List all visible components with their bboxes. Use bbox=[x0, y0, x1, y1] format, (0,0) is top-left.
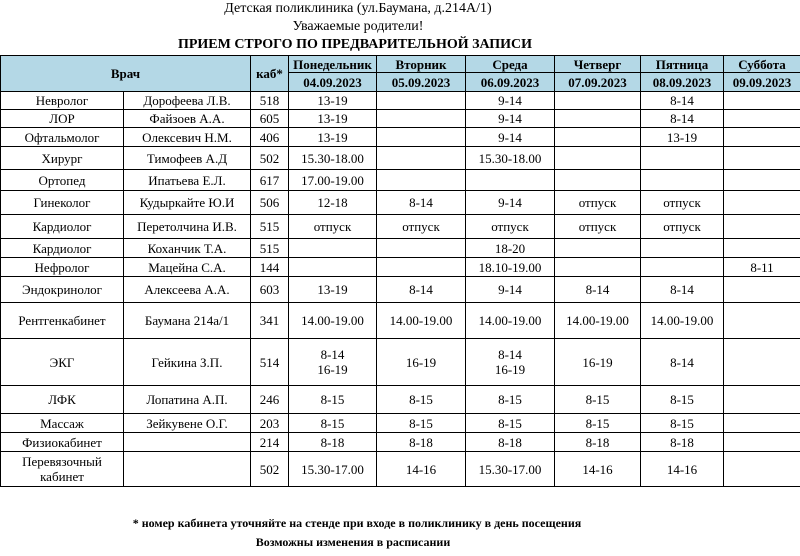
hours-cell-tue bbox=[377, 128, 466, 147]
date-header-mon: 04.09.2023 bbox=[289, 73, 377, 92]
hours-cell-tue: 14.00-19.00 bbox=[377, 303, 466, 339]
doctor-cell: Лопатина А.П. bbox=[124, 386, 251, 414]
room-cell: 514 bbox=[251, 339, 289, 386]
hours-cell-mon: 8-15 bbox=[289, 414, 377, 433]
table-row bbox=[1, 191, 800, 215]
table-row bbox=[1, 92, 800, 110]
table-row bbox=[1, 433, 800, 452]
doctor-cell: Олексевич Н.М. bbox=[124, 128, 251, 147]
table-row bbox=[1, 258, 800, 277]
hours-cell-sat bbox=[724, 92, 800, 110]
doctor-cell bbox=[124, 433, 251, 452]
table-row bbox=[1, 147, 800, 170]
hours-cell-fri bbox=[641, 258, 724, 277]
room-cell: 341 bbox=[251, 303, 289, 339]
hours-cell-wed: 15.30-18.00 bbox=[466, 147, 555, 170]
specialty-cell: Ортопед bbox=[1, 170, 124, 191]
hours-cell-sat bbox=[724, 147, 800, 170]
hours-cell-fri: 8-15 bbox=[641, 414, 724, 433]
room-cell: 603 bbox=[251, 277, 289, 303]
hours-cell-thu: 14-16 bbox=[555, 452, 641, 487]
hours-cell-sat bbox=[724, 277, 800, 303]
room-footnote: * номер кабинета уточняйте на стенде при входе в поликлинику в день посещения bbox=[132, 516, 582, 530]
hours-cell-tue: 14-16 bbox=[377, 452, 466, 487]
doctor-cell: Дорофеева Л.В. bbox=[124, 92, 251, 110]
room-cell: 502 bbox=[251, 452, 289, 487]
room-cell: 406 bbox=[251, 128, 289, 147]
table-row bbox=[1, 386, 800, 414]
hours-cell-fri: 8-14 bbox=[641, 277, 724, 303]
hours-cell-mon: отпуск bbox=[289, 215, 377, 239]
hours-cell-thu bbox=[555, 147, 641, 170]
hours-cell-thu bbox=[555, 92, 641, 110]
room-cell: 203 bbox=[251, 414, 289, 433]
date-header-thu: 07.09.2023 bbox=[555, 73, 641, 92]
hours-cell-sat bbox=[724, 170, 800, 191]
hours-cell-tue bbox=[377, 147, 466, 170]
hours-cell-thu: 8-18 bbox=[555, 433, 641, 452]
room-cell: 515 bbox=[251, 239, 289, 258]
specialty-cell: Эндокринолог bbox=[1, 277, 124, 303]
hours-cell-fri: отпуск bbox=[641, 215, 724, 239]
hours-cell-mon: 13-19 bbox=[289, 92, 377, 110]
table-row bbox=[1, 110, 800, 128]
hours-cell-mon bbox=[289, 239, 377, 258]
table-row bbox=[1, 339, 800, 386]
room-cell: 214 bbox=[251, 433, 289, 452]
hours-cell-thu bbox=[555, 239, 641, 258]
hours-cell-fri: отпуск bbox=[641, 191, 724, 215]
doctor-cell: Баумана 214а/1 bbox=[124, 303, 251, 339]
doctor-column-header: Врач bbox=[1, 56, 251, 92]
specialty-cell: Кардиолог bbox=[1, 215, 124, 239]
hours-cell-wed: 8-15 bbox=[466, 386, 555, 414]
schedule-table bbox=[0, 55, 800, 487]
hours-cell-tue: 8-15 bbox=[377, 414, 466, 433]
doctor-cell: Ипатьева Е.Л. bbox=[124, 170, 251, 191]
hours-cell-wed: 9-14 bbox=[466, 128, 555, 147]
hours-cell-fri bbox=[641, 239, 724, 258]
table-row bbox=[1, 277, 800, 303]
table-row bbox=[1, 452, 800, 487]
room-cell: 617 bbox=[251, 170, 289, 191]
doctor-cell: Перетолчина И.В. bbox=[124, 215, 251, 239]
hours-cell-mon: 13-19 bbox=[289, 128, 377, 147]
hours-cell-wed: 9-14 bbox=[466, 191, 555, 215]
room-cell: 518 bbox=[251, 92, 289, 110]
hours-cell-sat bbox=[724, 110, 800, 128]
hours-cell-sat bbox=[724, 386, 800, 414]
hours-cell-mon: 15.30-17.00 bbox=[289, 452, 377, 487]
clinic-title: Детская поликлиника (ул.Баумана, д.214А/1) bbox=[224, 1, 492, 16]
hours-cell-tue: 8-14 bbox=[377, 191, 466, 215]
date-header-fri: 08.09.2023 bbox=[641, 73, 724, 92]
specialty-cell: Гинеколог bbox=[1, 191, 124, 215]
specialty-cell: Невролог bbox=[1, 92, 124, 110]
hours-cell-mon: 13-19 bbox=[289, 277, 377, 303]
specialty-cell: Кардиолог bbox=[1, 239, 124, 258]
day-header-sat: Суббота bbox=[724, 56, 800, 73]
doctor-cell: Алексеева А.А. bbox=[124, 277, 251, 303]
hours-cell-fri: 8-14 bbox=[641, 339, 724, 386]
hours-cell-sat bbox=[724, 339, 800, 386]
hours-cell-tue bbox=[377, 92, 466, 110]
hours-cell-wed: 9-14 bbox=[466, 110, 555, 128]
hours-cell-tue: 8-14 bbox=[377, 277, 466, 303]
hours-cell-wed: 18.10-19.00 bbox=[466, 258, 555, 277]
hours-cell-sat bbox=[724, 303, 800, 339]
specialty-cell: Нефролог bbox=[1, 258, 124, 277]
hours-cell-fri bbox=[641, 147, 724, 170]
hours-cell-thu: 8-15 bbox=[555, 386, 641, 414]
table-row bbox=[1, 414, 800, 433]
hours-cell-mon: 17.00-19.00 bbox=[289, 170, 377, 191]
hours-cell-mon: 12-18 bbox=[289, 191, 377, 215]
hours-cell-fri: 14.00-19.00 bbox=[641, 303, 724, 339]
day-header-mon: Понедельник bbox=[289, 56, 377, 73]
room-cell: 502 bbox=[251, 147, 289, 170]
table-row bbox=[1, 128, 800, 147]
day-header-fri: Пятница bbox=[641, 56, 724, 73]
hours-cell-wed: 9-14 bbox=[466, 92, 555, 110]
room-cell: 246 bbox=[251, 386, 289, 414]
table-row bbox=[1, 170, 800, 191]
doctor-cell: Мацейна С.А. bbox=[124, 258, 251, 277]
hours-cell-tue: 8-15 bbox=[377, 386, 466, 414]
hours-cell-sat bbox=[724, 215, 800, 239]
hours-cell-mon: 8-18 bbox=[289, 433, 377, 452]
hours-cell-fri: 8-15 bbox=[641, 386, 724, 414]
hours-cell-thu bbox=[555, 258, 641, 277]
doctor-cell bbox=[124, 452, 251, 487]
date-header-sat: 09.09.2023 bbox=[724, 73, 800, 92]
hours-cell-sat bbox=[724, 239, 800, 258]
specialty-cell: ЛФК bbox=[1, 386, 124, 414]
specialty-cell: Массаж bbox=[1, 414, 124, 433]
hours-cell-mon bbox=[289, 258, 377, 277]
specialty-cell: Физиокабинет bbox=[1, 433, 124, 452]
doctor-cell: Зейкувене О.Г. bbox=[124, 414, 251, 433]
hours-cell-wed: отпуск bbox=[466, 215, 555, 239]
hours-cell-wed: 15.30-17.00 bbox=[466, 452, 555, 487]
specialty-cell: ЭКГ bbox=[1, 339, 124, 386]
hours-cell-thu: 8-14 bbox=[555, 277, 641, 303]
hours-cell-tue: 8-18 bbox=[377, 433, 466, 452]
hours-cell-sat bbox=[724, 452, 800, 487]
date-header-wed: 06.09.2023 bbox=[466, 73, 555, 92]
table-row bbox=[1, 239, 800, 258]
specialty-cell: Офтальмолог bbox=[1, 128, 124, 147]
hours-cell-thu bbox=[555, 110, 641, 128]
hours-cell-tue: 16-19 bbox=[377, 339, 466, 386]
hours-cell-sat bbox=[724, 414, 800, 433]
doctor-cell: Гейкина З.П. bbox=[124, 339, 251, 386]
hours-cell-sat bbox=[724, 433, 800, 452]
hours-cell-wed: 8-15 bbox=[466, 414, 555, 433]
day-header-tue: Вторник bbox=[377, 56, 466, 73]
hours-cell-tue bbox=[377, 258, 466, 277]
hours-cell-tue bbox=[377, 110, 466, 128]
room-column-header: каб* bbox=[251, 56, 289, 92]
hours-cell-sat: 8-11 bbox=[724, 258, 800, 277]
hours-cell-thu: отпуск bbox=[555, 191, 641, 215]
hours-cell-mon: 15.30-18.00 bbox=[289, 147, 377, 170]
hours-cell-tue: отпуск bbox=[377, 215, 466, 239]
room-cell: 506 bbox=[251, 191, 289, 215]
appointment-notice: ПРИЕМ СТРОГО ПО ПРЕДВАРИТЕЛЬНОЙ ЗАПИСИ bbox=[177, 37, 533, 52]
doctor-cell: Коханчик Т.А. bbox=[124, 239, 251, 258]
hours-cell-wed bbox=[466, 170, 555, 191]
hours-cell-mon: 8-14 16-19 bbox=[289, 339, 377, 386]
hours-cell-wed: 14.00-19.00 bbox=[466, 303, 555, 339]
hours-cell-fri bbox=[641, 170, 724, 191]
hours-cell-tue bbox=[377, 239, 466, 258]
hours-cell-tue bbox=[377, 170, 466, 191]
hours-cell-sat bbox=[724, 128, 800, 147]
hours-cell-mon: 13-19 bbox=[289, 110, 377, 128]
doctor-cell: Тимофеев А.Д bbox=[124, 147, 251, 170]
hours-cell-wed: 8-18 bbox=[466, 433, 555, 452]
hours-cell-fri: 8-18 bbox=[641, 433, 724, 452]
specialty-cell: Хирург bbox=[1, 147, 124, 170]
hours-cell-thu: 8-15 bbox=[555, 414, 641, 433]
hours-cell-thu: отпуск bbox=[555, 215, 641, 239]
hours-cell-wed: 18-20 bbox=[466, 239, 555, 258]
room-cell: 144 bbox=[251, 258, 289, 277]
day-header-wed: Среда bbox=[466, 56, 555, 73]
day-header-thu: Четверг bbox=[555, 56, 641, 73]
doctor-cell: Кудыркайте Ю.И bbox=[124, 191, 251, 215]
hours-cell-thu bbox=[555, 170, 641, 191]
changes-notice: Возможны изменения в расписании bbox=[255, 535, 451, 549]
specialty-cell: Рентгенкабинет bbox=[1, 303, 124, 339]
hours-cell-fri: 13-19 bbox=[641, 128, 724, 147]
hours-cell-fri: 8-14 bbox=[641, 110, 724, 128]
hours-cell-fri: 8-14 bbox=[641, 92, 724, 110]
room-cell: 605 bbox=[251, 110, 289, 128]
hours-cell-fri: 14-16 bbox=[641, 452, 724, 487]
hours-cell-thu: 16-19 bbox=[555, 339, 641, 386]
hours-cell-wed: 9-14 bbox=[466, 277, 555, 303]
hours-cell-thu: 14.00-19.00 bbox=[555, 303, 641, 339]
hours-cell-sat bbox=[724, 191, 800, 215]
hours-cell-mon: 14.00-19.00 bbox=[289, 303, 377, 339]
specialty-cell: ЛОР bbox=[1, 110, 124, 128]
hours-cell-mon: 8-15 bbox=[289, 386, 377, 414]
hours-cell-thu bbox=[555, 128, 641, 147]
table-row bbox=[1, 303, 800, 339]
specialty-cell: Перевязочный кабинет bbox=[1, 452, 124, 487]
greeting: Уважаемые родители! bbox=[292, 19, 424, 34]
hours-cell-wed: 8-14 16-19 bbox=[466, 339, 555, 386]
table-row bbox=[1, 215, 800, 239]
doctor-cell: Файзоев А.А. bbox=[124, 110, 251, 128]
room-cell: 515 bbox=[251, 215, 289, 239]
date-header-tue: 05.09.2023 bbox=[377, 73, 466, 92]
